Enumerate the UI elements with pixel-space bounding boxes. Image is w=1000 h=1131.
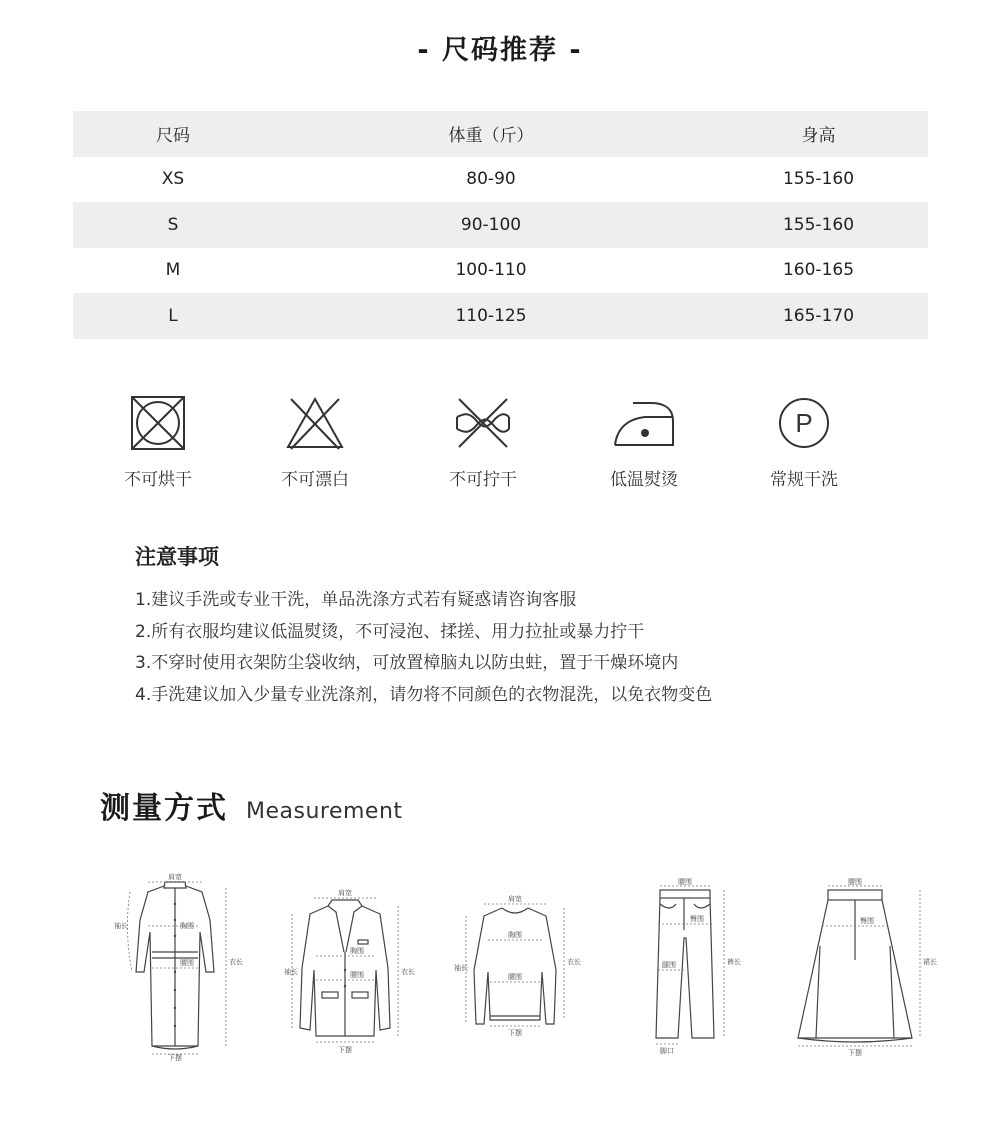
cell-size: S (167, 214, 179, 235)
pants-label-thigh: 腿围 (662, 961, 676, 969)
measurement-title-cn: 测量方式 (100, 791, 228, 826)
blazer-label-hem: 下摆 (338, 1046, 352, 1054)
pants-label-hip: 臀围 (690, 915, 704, 923)
sweater-label-hem: 下摆 (508, 1029, 522, 1037)
cell-weight: 100-110 (455, 260, 527, 281)
table-row (73, 293, 928, 339)
table-row (73, 248, 928, 294)
dress-label-sleeve: 袖长 (114, 922, 128, 930)
cell-size: M (165, 260, 181, 281)
care-item-dry-clean (734, 395, 874, 490)
dress-label-shoulder: 肩宽 (168, 873, 182, 881)
cell-size: XS (161, 169, 185, 190)
care-label: 低温熨烫 (610, 470, 678, 490)
care-label: 常规干洗 (770, 470, 838, 490)
dress-label-length: 衣长 (229, 958, 243, 966)
cell-weight: 80-90 (466, 169, 516, 190)
blazer-label-length: 衣长 (401, 968, 415, 976)
sweater-diagram-icon (440, 860, 590, 1060)
dress-label-waist: 腰围 (180, 959, 194, 967)
note-item: 2.所有衣服均建议低温熨烫，不可浸泡、揉搓、用力拉扯或暴力拧干 (135, 621, 645, 642)
note-item: 1.建议手洗或专业干洗，单品洗涤方式若有疑惑请咨询客服 (135, 590, 577, 610)
skirt-label-hip: 臀围 (860, 917, 874, 925)
dry-clean-symbol: P (795, 408, 813, 438)
low-iron-icon (611, 395, 677, 451)
cell-height: 165-170 (782, 305, 855, 326)
care-item-no-tumble-dry (88, 395, 228, 490)
sweater-label-shoulder: 肩宽 (508, 895, 522, 903)
care-item-no-wring (413, 395, 553, 490)
skirt-label-hem: 下摆 (848, 1049, 862, 1057)
measurement-diagrams (0, 860, 1000, 1060)
pants-label-length: 裤长 (727, 958, 741, 966)
dry-clean-p-icon (776, 395, 832, 451)
skirt-label-waist: 腰围 (848, 878, 862, 886)
cell-height: 160-165 (782, 260, 855, 281)
cell-size: L (168, 305, 178, 326)
no-wring-icon (451, 395, 515, 451)
skirt-label-length: 裙长 (923, 958, 937, 966)
header-weight: 体重（斤） (448, 126, 534, 147)
header-size: 尺码 (156, 126, 190, 147)
header-height: 身高 (801, 126, 836, 147)
care-label: 不可拧干 (449, 470, 517, 490)
care-label: 不可漂白 (281, 470, 349, 490)
cell-weight: 110-125 (455, 305, 527, 326)
table-row (73, 202, 928, 248)
sweater-label-waist: 腰围 (508, 973, 522, 981)
blazer-label-sleeve: 袖长 (284, 968, 298, 976)
pants-diagram-icon (610, 860, 760, 1060)
care-label: 不可烘干 (124, 470, 192, 490)
table-header-row (73, 111, 928, 157)
blazer-label-waist: 腰围 (350, 971, 364, 979)
dress-label-hem: 下摆 (168, 1054, 182, 1062)
care-item-low-iron (574, 395, 714, 490)
no-tumble-dry-icon (130, 395, 186, 451)
cell-height: 155-160 (782, 214, 855, 235)
sweater-label-length: 衣长 (567, 958, 581, 966)
notes-title: 注意事项 (135, 545, 219, 569)
dress-label-chest: 胸围 (180, 922, 194, 930)
pants-label-leg-opening: 脚口 (660, 1047, 674, 1055)
no-bleach-icon (285, 395, 345, 451)
pants-label-waist: 腰围 (678, 878, 692, 886)
sweater-label-chest: 胸围 (508, 931, 522, 939)
size-recommendation-title: - 尺码推荐 - (417, 35, 583, 66)
note-item: 3.不穿时使用衣架防尘袋收纳，可放置樟脑丸以防虫蛀，置于干燥环境内 (135, 653, 679, 673)
cell-weight: 90-100 (460, 214, 522, 235)
care-notes (135, 541, 895, 711)
blazer-diagram-icon (270, 860, 420, 1060)
measurement-heading (100, 783, 403, 827)
table-row (73, 157, 928, 203)
cell-height: 155-160 (782, 169, 855, 190)
blazer-label-chest: 胸围 (350, 947, 364, 955)
sweater-label-sleeve: 袖长 (454, 964, 468, 972)
measurement-title-en: Measurement (246, 799, 403, 824)
skirt-diagram-icon (780, 860, 937, 1060)
size-table (73, 111, 928, 339)
blazer-label-shoulder: 肩宽 (338, 889, 352, 897)
note-item: 4.手洗建议加入少量专业洗涤剂，请勿将不同颜色的衣物混洗，以免衣物变色 (135, 684, 713, 705)
care-icons-row (0, 395, 1000, 505)
dress-diagram-icon (100, 860, 250, 1060)
care-item-no-bleach (245, 395, 385, 490)
